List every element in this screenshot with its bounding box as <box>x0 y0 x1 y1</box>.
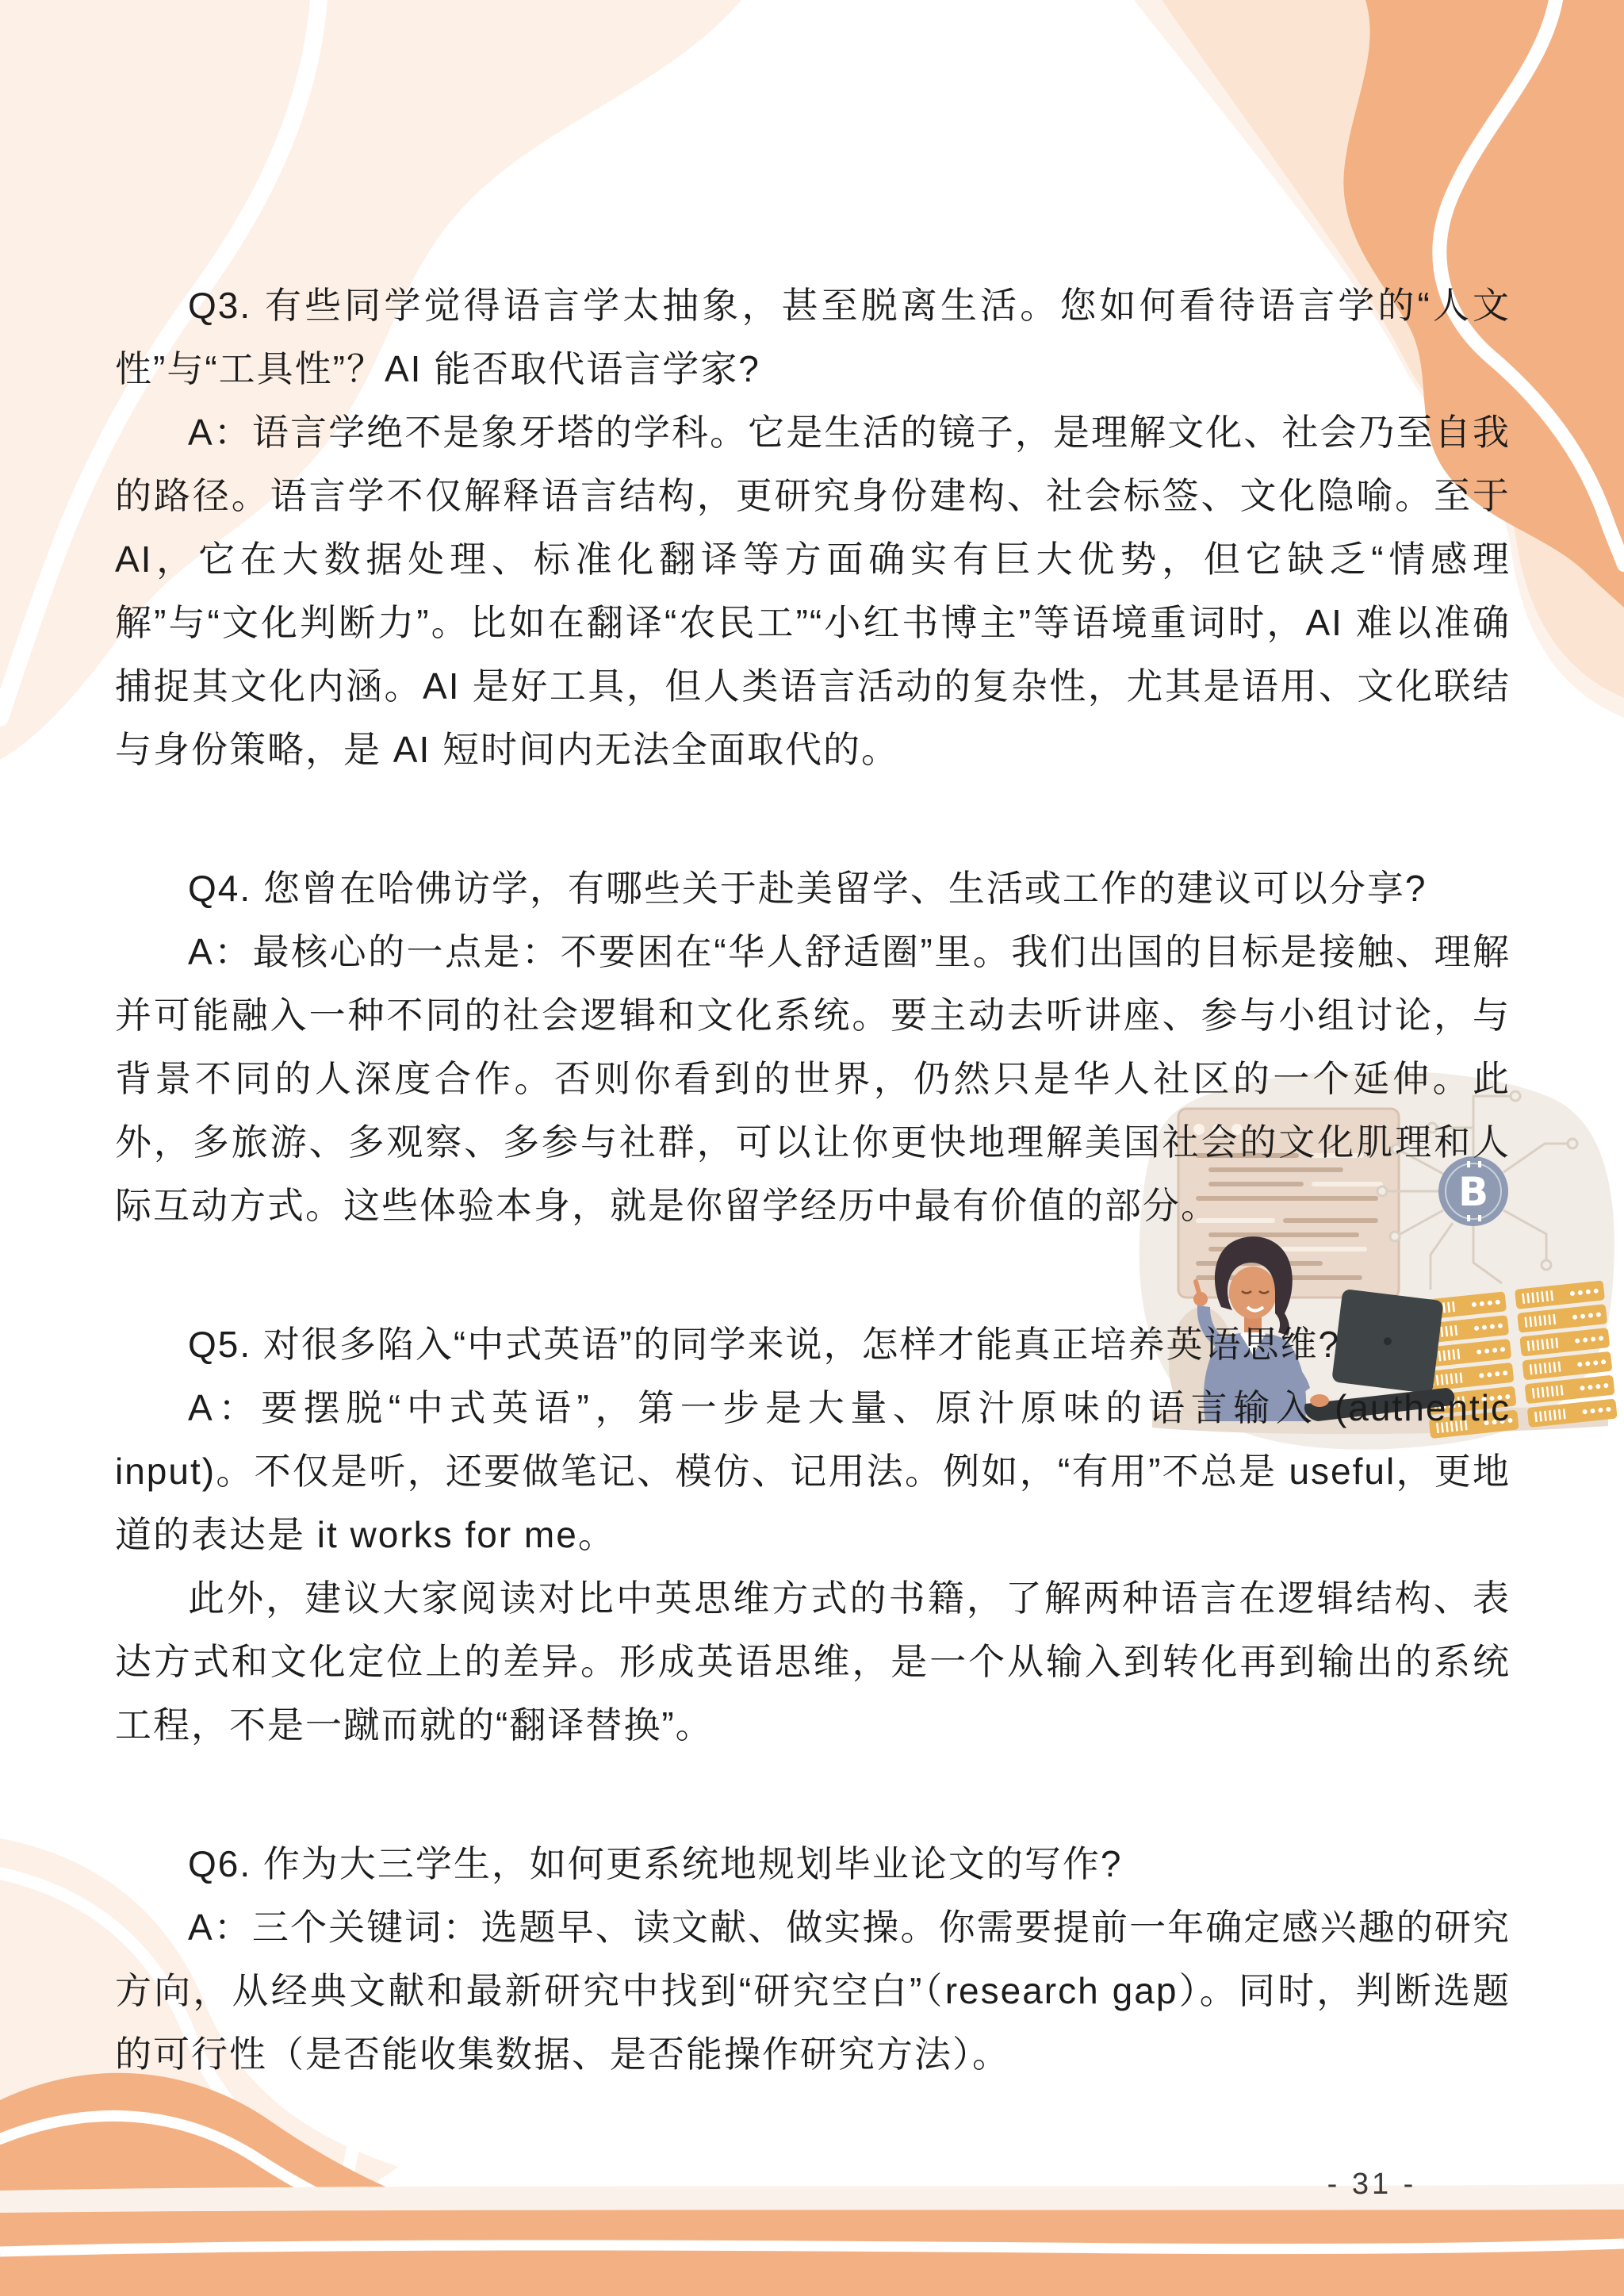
question-q3: Q3. 有些同学觉得语言学太抽象，甚至脱离生活。您如何看待语言学的“人文性”与“工具性”？AI 能否取代语言学家? <box>115 285 1511 389</box>
answer-q5-part2: 此外，建议大家阅读对比中英思维方式的书籍，了解两种语言在逻辑结构、表达方式和文化定位上的差异。形成英语思维，是一个从输入到转化再到输出的系统工程，不是一蹴而就的“翻译替换”。 <box>115 1577 1511 1746</box>
question-q5: Q5. 对很多陷入“中式英语”的同学来说，怎样才能真正培养英语思维? <box>188 1324 1341 1365</box>
answer-q4: A：最核心的一点是：不要困在“华人舒适圈”里。我们出国的目标是接触、理解并可能融入一种不同的社会逻辑和文化系统。要主动去听讲座、参与小组讨论，与背景不同的人深度合作。否则你看到的世界，仍然只是华人社区的一个延伸。此外，多旅游、多观察、多参与社群，可以让你更快地理解美国社会的文化肌理和人际互动方式。这些体验本身，就是你留学经历中最有价值的部分。 <box>115 931 1511 1226</box>
answer-q5-part1: A：要摆脱“中式英语”，第一步是大量、原汁原味的语言输入 (authentic input)。不仅是听，还要做笔记、模仿、记用法。例如，“有用”不总是 useful，更地道的表达是 it works for me。 <box>115 1387 1511 1555</box>
page-number: - 31 - <box>1327 2168 1417 2201</box>
answer-q3: A：语言学绝不是象牙塔的学科。它是生活的镜子，是理解文化、社会乃至自我的路径。语言学不仅解释语言结构，更研究身份建构、社会标签、文化隐喻。至于 AI，它在大数据处理、标准化翻译等方面确实有巨大优势，但它缺乏“情感理解”与“文化判断力”。比如在翻译“农民工”“小红书博主”等语境重词时，AI 难以准确捕捉其文化内涵。AI 是好工具，但人类语言活动的复杂性，尤其是语用、文化联结与身份策略，是 AI 短时间内无法全面取代的。 <box>115 412 1511 770</box>
interview-text-body <box>115 274 1511 2086</box>
question-q6: Q6. 作为大三学生，如何更系统地规划毕业论文的写作? <box>188 1843 1123 1884</box>
answer-q6: A：三个关键词：选题早、读文献、做实操。你需要提前一年确定感兴趣的研究方向，从经典文献和最新研究中找到“研究空白”（research gap）。同时，判断选题的可行性（是否能收集数据、是否能操作研究方法）。 <box>115 1907 1511 2075</box>
question-q4: Q4. 您曾在哈佛访学，有哪些关于赴美留学、生活或工作的建议可以分享? <box>188 868 1427 909</box>
svg-text:B: B <box>1457 1169 1489 1215</box>
